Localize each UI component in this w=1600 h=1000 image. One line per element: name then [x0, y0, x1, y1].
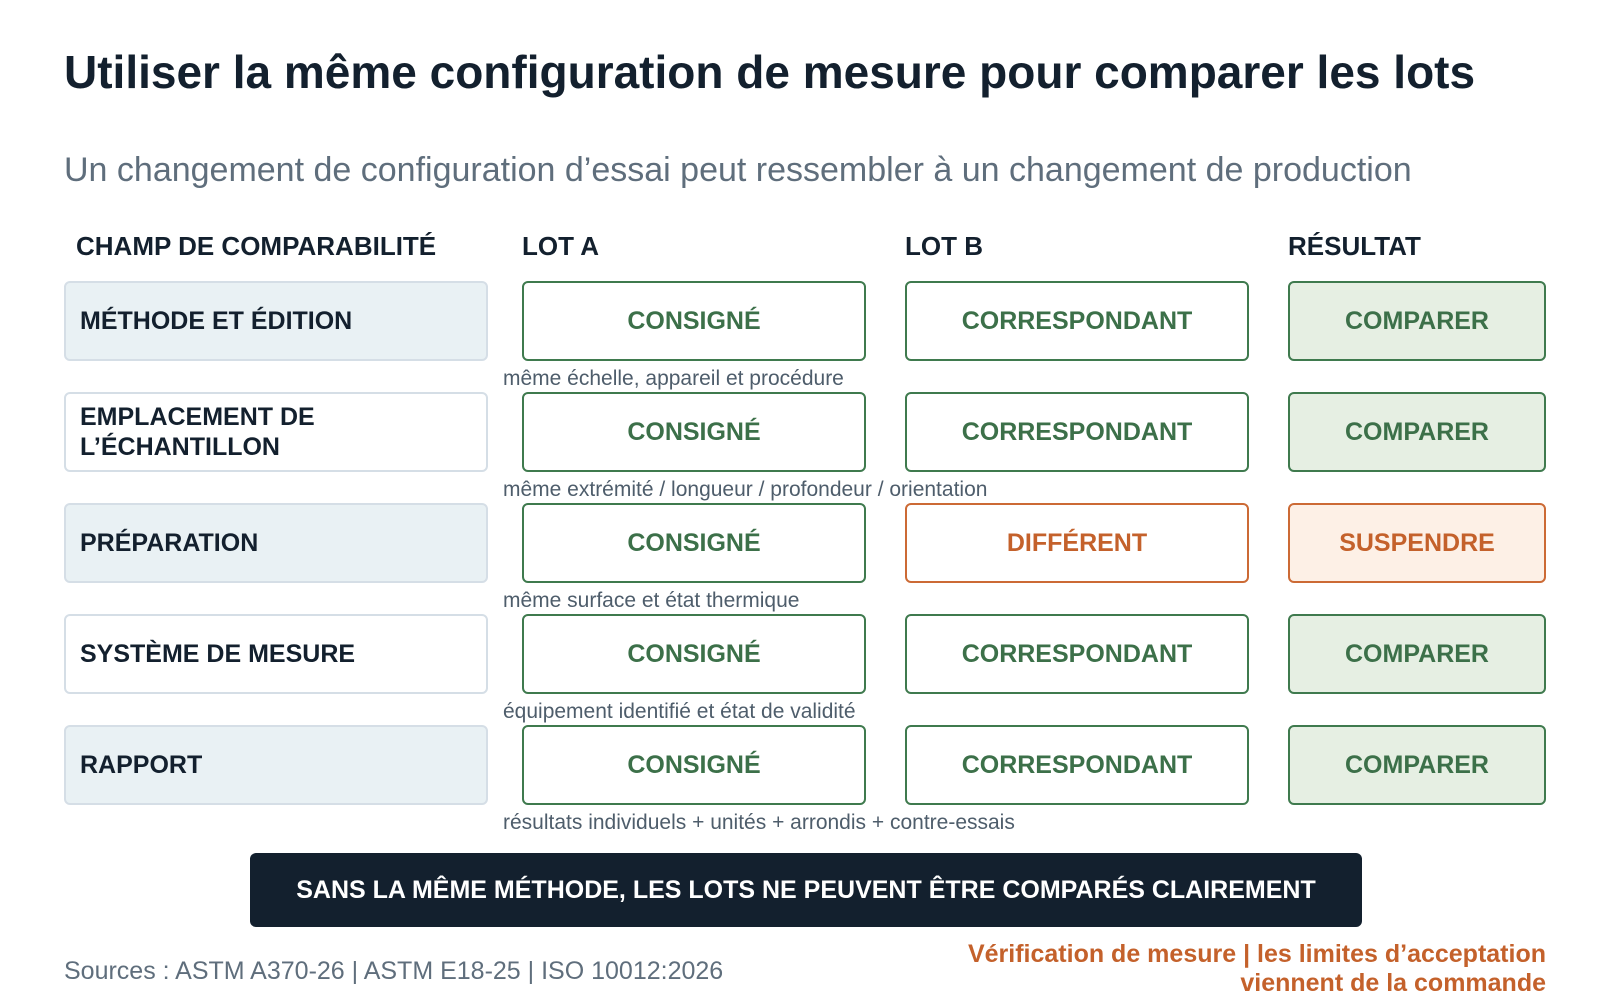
column-header-lot-a: LOT A [522, 231, 600, 261]
result-status: COMPARER [1288, 725, 1546, 805]
lot-b-status: DIFFÉRENT [905, 503, 1249, 583]
field-label: EMPLACEMENT DE L’ÉCHANTILLON [64, 392, 488, 472]
field-label: RAPPORT [64, 725, 488, 805]
row-note: même échelle, appareil et procédure [503, 367, 844, 390]
result-status: COMPARER [1288, 281, 1546, 361]
lot-a-status: CONSIGNÉ [522, 503, 866, 583]
page-subtitle: Un changement de configuration d’essai peut ressembler à un changement de production [64, 151, 1412, 189]
result-status: SUSPENDRE [1288, 503, 1546, 583]
row-note: résultats individuels + unités + arrondis + contre-essais [503, 811, 1015, 834]
page-title: Utiliser la même configuration de mesure pour comparer les lots [64, 46, 1476, 98]
lot-a-status: CONSIGNÉ [522, 392, 866, 472]
field-label: PRÉPARATION [64, 503, 488, 583]
column-header-field: CHAMP DE COMPARABILITÉ [76, 231, 437, 261]
lot-a-status: CONSIGNÉ [522, 281, 866, 361]
lot-b-status: CORRESPONDANT [905, 725, 1249, 805]
field-label: SYSTÈME DE MESURE [64, 614, 488, 694]
lot-a-status: CONSIGNÉ [522, 725, 866, 805]
row-report [0, 725, 1600, 855]
result-status: COMPARER [1288, 392, 1546, 472]
sources-footer: Sources : ASTM A370-26 | ASTM E18-25 | ISO 10012:2026 [64, 957, 724, 985]
column-header-lot-b: LOT B [905, 231, 983, 261]
row-note: même extrémité / longueur / profondeur / orientation [503, 478, 988, 501]
lot-b-status: CORRESPONDANT [905, 614, 1249, 694]
row-note: équipement identifié et état de validité [503, 700, 856, 723]
column-header-result: RÉSULTAT [1288, 231, 1421, 261]
field-label: MÉTHODE ET ÉDITION [64, 281, 488, 361]
lot-b-status: CORRESPONDANT [905, 281, 1249, 361]
lot-b-status: CORRESPONDANT [905, 392, 1249, 472]
verification-note: Vérification de mesure | les limites d’acceptation viennent de la commande [967, 940, 1546, 997]
result-status: COMPARER [1288, 614, 1546, 694]
lot-a-status: CONSIGNÉ [522, 614, 866, 694]
row-note: même surface et état thermique [503, 589, 800, 612]
conclusion-banner: SANS LA MÊME MÉTHODE, LES LOTS NE PEUVENT ÊTRE COMPARÉS CLAIREMENT [250, 853, 1362, 927]
